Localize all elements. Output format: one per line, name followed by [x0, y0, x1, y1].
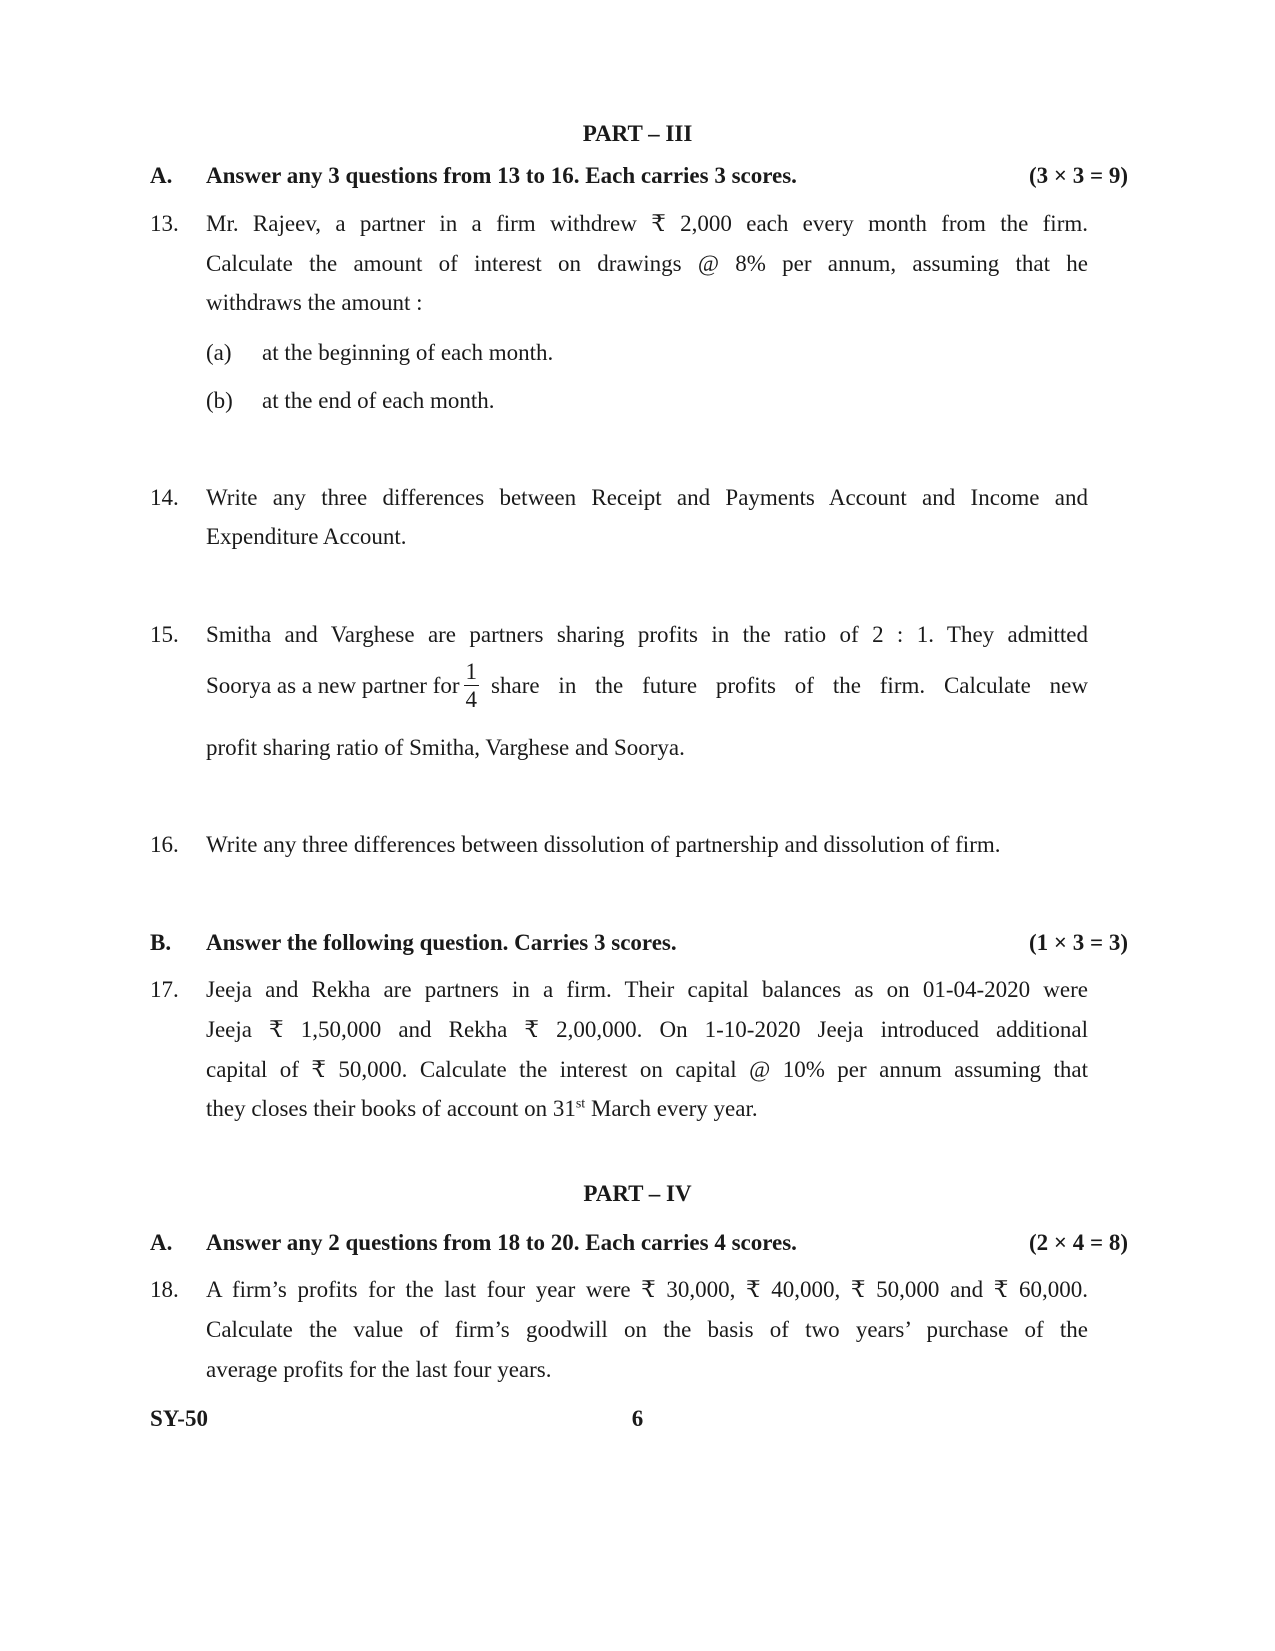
section-a-score: (3 × 3 = 9) — [1028, 163, 1128, 188]
part-3-title: PART – III — [582, 121, 693, 146]
section-b-letter: B. — [150, 930, 172, 955]
question-14-number: 14. — [150, 485, 179, 510]
question-13-option-b-label: (b) — [206, 388, 233, 413]
question-13-option-a-text: at the beginning of each month. — [262, 340, 554, 365]
question-15-line-1: Smitha and Varghese are partners sharing profits in the ratio of 2 : 1. They admitted — [206, 622, 1088, 647]
question-15-line-2-start: Soorya as a new partner for — [206, 672, 460, 698]
question-17-line-2: Jeeja ₹ 1,50,000 and Rekha ₹ 2,00,000. On 1-10-2020 Jeeja introduced additional — [206, 1017, 1088, 1042]
question-18-line-3: average profits for the last four years. — [206, 1357, 552, 1382]
question-13-number: 13. — [150, 211, 179, 236]
part-4-section-a-letter: A. — [150, 1230, 173, 1255]
ordinal-suffix: st — [575, 1096, 586, 1112]
question-13-line-3: withdraws the amount : — [206, 290, 423, 315]
section-b-score: (1 × 3 = 3) — [1028, 930, 1128, 955]
question-15-line-3: profit sharing ratio of Smitha, Varghese and Soorya. — [206, 735, 685, 760]
question-17-line-4 — [206, 1096, 758, 1122]
question-18-number: 18. — [150, 1277, 179, 1302]
question-16-number: 16. — [150, 832, 179, 857]
question-15-line-2 — [206, 660, 1088, 711]
question-13-line-1: Mr. Rajeev, a partner in a firm withdrew ₹ 2,000 each every month from the firm. — [206, 211, 1088, 236]
fraction — [464, 660, 480, 711]
question-17-number: 17. — [150, 977, 179, 1002]
question-15-number: 15. — [150, 622, 179, 647]
question-14-line-2: Expenditure Account. — [206, 524, 407, 549]
question-16-line-1: Write any three differences between dissolution of partnership and dissolution of firm. — [206, 832, 1001, 857]
question-15-line-2-end: share in the future profits of the firm. Calculate new — [491, 672, 1088, 698]
part-4-section-a-instruction: Answer any 2 questions from 18 to 20. Each carries 4 scores. — [206, 1230, 797, 1255]
question-17-line-3: capital of ₹ 50,000. Calculate the interest on capital @ 10% per annum assuming that — [206, 1057, 1088, 1082]
section-a-letter: A. — [150, 163, 173, 188]
question-13-option-a-label: (a) — [206, 340, 232, 365]
question-13-option-b-text: at the end of each month. — [262, 388, 495, 413]
section-b-instruction: Answer the following question. Carries 3 scores. — [206, 930, 677, 955]
paper-code: SY-50 — [150, 1406, 208, 1431]
question-18-line-2: Calculate the value of firm’s goodwill on the basis of two years’ purchase of the — [206, 1317, 1088, 1342]
part-4-section-a-score: (2 × 4 = 8) — [1028, 1230, 1128, 1255]
question-18-line-1: A firm’s profits for the last four year were ₹ 30,000, ₹ 40,000, ₹ 50,000 and ₹ 60,000. — [206, 1277, 1088, 1302]
fraction-denominator: 4 — [465, 687, 478, 712]
question-17-line-4-end: March every year. — [585, 1096, 758, 1121]
fraction-numerator: 1 — [465, 659, 478, 684]
question-17-line-1: Jeeja and Rekha are partners in a firm. Their capital balances as on 01-04-2020 were — [206, 977, 1088, 1002]
question-13-line-2: Calculate the amount of interest on drawings @ 8% per annum, assuming that he — [206, 251, 1088, 276]
part-4-title: PART – IV — [583, 1181, 692, 1206]
question-17-line-4-text: they closes their books of account on 31 — [206, 1096, 576, 1121]
section-a-instruction: Answer any 3 questions from 13 to 16. Each carries 3 scores. — [206, 163, 797, 188]
page-number: 6 — [631, 1406, 644, 1431]
question-14-line-1: Write any three differences between Receipt and Payments Account and Income and — [206, 485, 1088, 510]
